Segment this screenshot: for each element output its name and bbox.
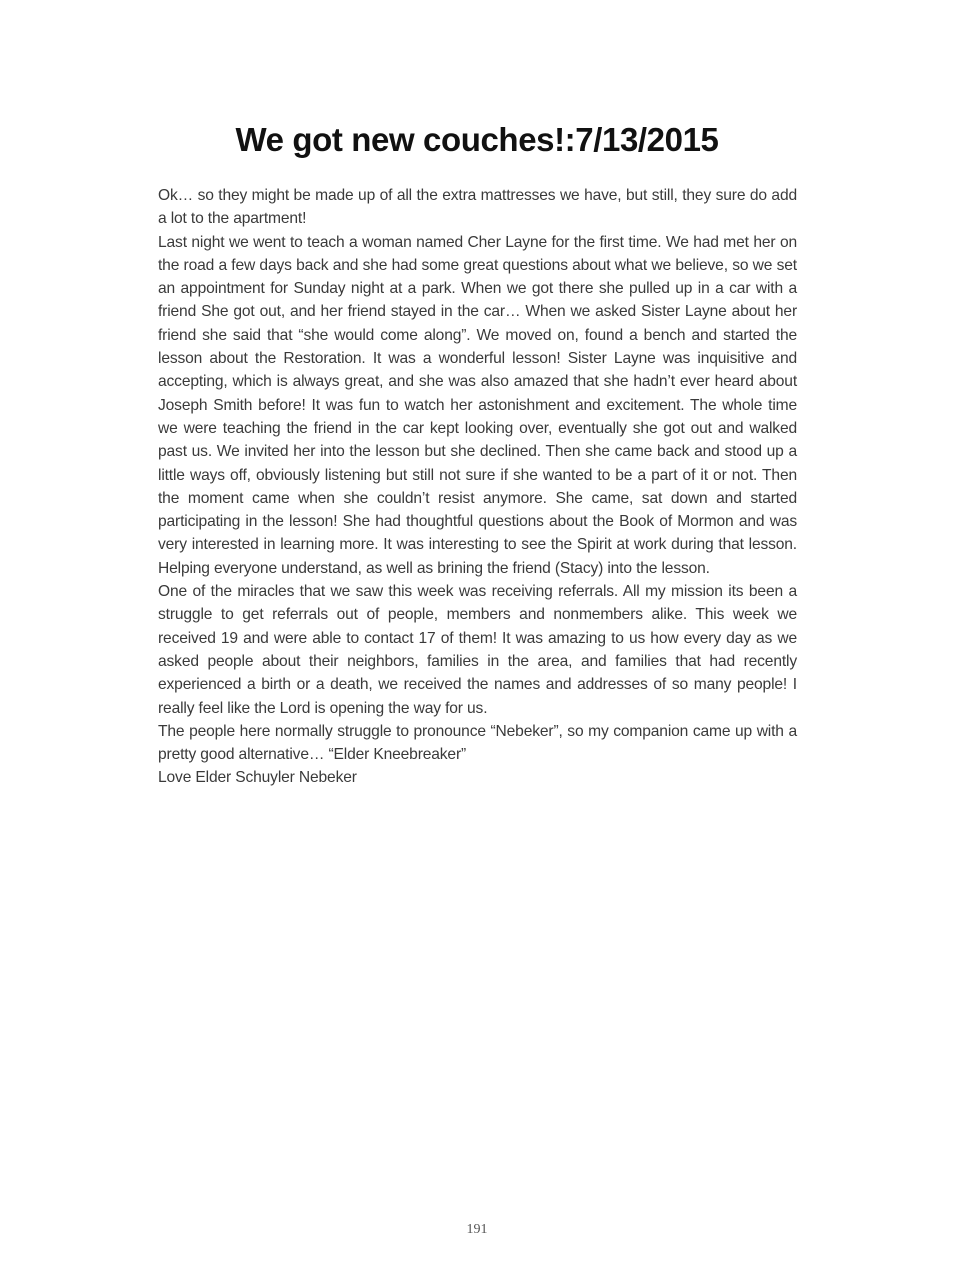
paragraph-couches: Ok… so they might be made up of all the extra mattresses we have, but still, they sure do add a lot to the apartment! (158, 187, 797, 228)
page-title: We got new couches!:7/13/2015 (235, 121, 719, 158)
body-text (158, 184, 797, 790)
paragraph-referrals: One of the miracles that we saw this week was receiving referrals. All my mission its been a struggle to get referrals out of people, members and nonmembers alike. This week we received 19 and were able to contact 17 of them! It was amazing to us how every day as we asked people about their neighbors, families in the area, and families that had recently experienced a birth or a death, we received the names and addresses of so many people! I really feel like the Lord is opening the way for us. (158, 583, 797, 717)
paragraph-nickname: The people here normally struggle to pronounce “Nebeker”, so my companion came up with a pretty good alternative… “Elder Kneebreaker” (158, 722, 797, 764)
paragraph-lesson: Last night we went to teach a woman named Cher Layne for the first time. We had met her on the road a few days back and she had some great questions about what we believe, so we set an appointment for Sunday night at a park. When we got there she pulled up in a car with a friend She got out, and her friend stayed in the car… When we asked Sister Layne about her friend she said that “she would come along”. We moved on, found a bench and started the lesson about the Restoration. It was a wonderful lesson! Sister Layne was inquisitive and accepting, which is always great, and she was also amazed that she hadn’t ever heard about Joseph Smith before! It was fun to watch her astonishment and excitement. The whole time we were teaching the friend in the car kept looking over, eventually she got out and walked past us. We invited her into the lesson but she declined. Then she came back and stood up a little ways off, obviously listening but still not sure if she wanted to be a part of it or not. Then the moment came when she couldn’t resist anymore. She came, sat down and started participating in the lesson! She had thoughtful questions about the Book of Mormon and was very interested in learning more. It was interesting to see the Spirit at work during that lesson. Helping everyone understand, as well as brining the friend (Stacy) into the lesson. (158, 233, 797, 577)
signature-line: Love Elder Schuyler Nebeker (158, 769, 357, 787)
page-number: 191 (466, 1222, 488, 1237)
